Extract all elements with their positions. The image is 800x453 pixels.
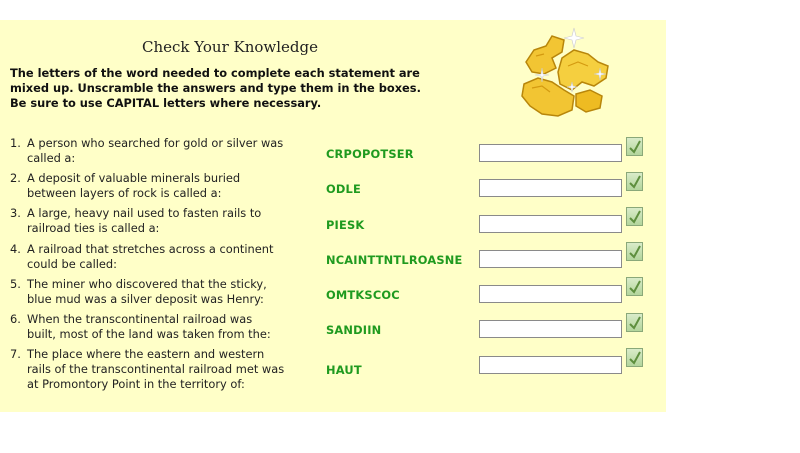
scrambled-word-4: NCAINTTNTLROASNE xyxy=(326,253,463,267)
scrambled-word-2: ODLE xyxy=(326,182,361,196)
check-icon xyxy=(628,350,642,366)
answer-input-2[interactable] xyxy=(479,179,622,197)
question-number: 1. xyxy=(10,136,21,150)
question-2 xyxy=(10,171,310,201)
scrambled-word-7: HAUT xyxy=(326,363,362,377)
scrambled-word-6: SANDIIN xyxy=(326,323,382,337)
question-line: The place where the eastern and western xyxy=(27,347,265,361)
question-3 xyxy=(10,206,310,236)
instruction-line: mixed up. Unscramble the answers and type them in the boxes. xyxy=(10,81,421,95)
question-number: 4. xyxy=(10,242,21,256)
check-button-1[interactable] xyxy=(626,137,643,156)
check-icon xyxy=(628,315,642,331)
instruction-line: The letters of the word needed to complete each statement are xyxy=(10,66,420,80)
scrambled-word-3: PIESK xyxy=(326,218,365,232)
question-number: 2. xyxy=(10,171,21,185)
question-1 xyxy=(10,136,310,166)
gold-nugget-image xyxy=(512,24,622,124)
check-icon xyxy=(628,139,642,155)
answer-input-6[interactable] xyxy=(479,320,622,338)
question-line: could be called: xyxy=(27,257,117,271)
check-button-2[interactable] xyxy=(626,172,643,191)
question-line: railroad ties is called a: xyxy=(27,221,160,235)
answer-input-5[interactable] xyxy=(479,285,622,303)
question-number: 6. xyxy=(10,312,21,326)
question-line: built, most of the land was taken from the: xyxy=(27,327,271,341)
question-line: at Promontory Point in the territory of: xyxy=(27,377,245,391)
answer-input-1[interactable] xyxy=(479,144,622,162)
question-number: 3. xyxy=(10,206,21,220)
check-icon xyxy=(628,174,642,190)
question-line: called a: xyxy=(27,151,76,165)
question-4 xyxy=(10,242,310,272)
check-button-4[interactable] xyxy=(626,242,643,261)
check-button-5[interactable] xyxy=(626,277,643,296)
question-number: 7. xyxy=(10,347,21,361)
check-icon xyxy=(628,279,642,295)
question-line: blue mud was a silver deposit was Henry: xyxy=(27,292,264,306)
answer-input-4[interactable] xyxy=(479,250,622,268)
page-title: Check Your Knowledge xyxy=(142,38,318,56)
question-line: A large, heavy nail used to fasten rails to xyxy=(27,206,262,220)
question-6 xyxy=(10,312,310,342)
question-line: The miner who discovered that the sticky, xyxy=(27,277,267,291)
question-5 xyxy=(10,277,310,307)
question-line: between layers of rock is called a: xyxy=(27,186,222,200)
scrambled-word-5: OMTKSCOC xyxy=(326,288,400,302)
question-line: When the transcontinental railroad was xyxy=(27,312,253,326)
check-button-3[interactable] xyxy=(626,207,643,226)
question-line: A railroad that stretches across a continent xyxy=(27,242,274,256)
answer-input-7[interactable] xyxy=(479,356,622,374)
answer-input-3[interactable] xyxy=(479,215,622,233)
question-line: A deposit of valuable minerals buried xyxy=(27,171,241,185)
instruction-line: Be sure to use CAPITAL letters where necessary. xyxy=(10,96,322,110)
question-7 xyxy=(10,347,310,392)
check-button-7[interactable] xyxy=(626,348,643,367)
check-icon xyxy=(628,209,642,225)
instructions xyxy=(10,66,450,111)
check-button-6[interactable] xyxy=(626,313,643,332)
scrambled-word-1: CRPOPOTSER xyxy=(326,147,414,161)
question-line: rails of the transcontinental railroad met was xyxy=(27,362,285,376)
question-number: 5. xyxy=(10,277,21,291)
check-icon xyxy=(628,244,642,260)
question-line: A person who searched for gold or silver was xyxy=(27,136,284,150)
